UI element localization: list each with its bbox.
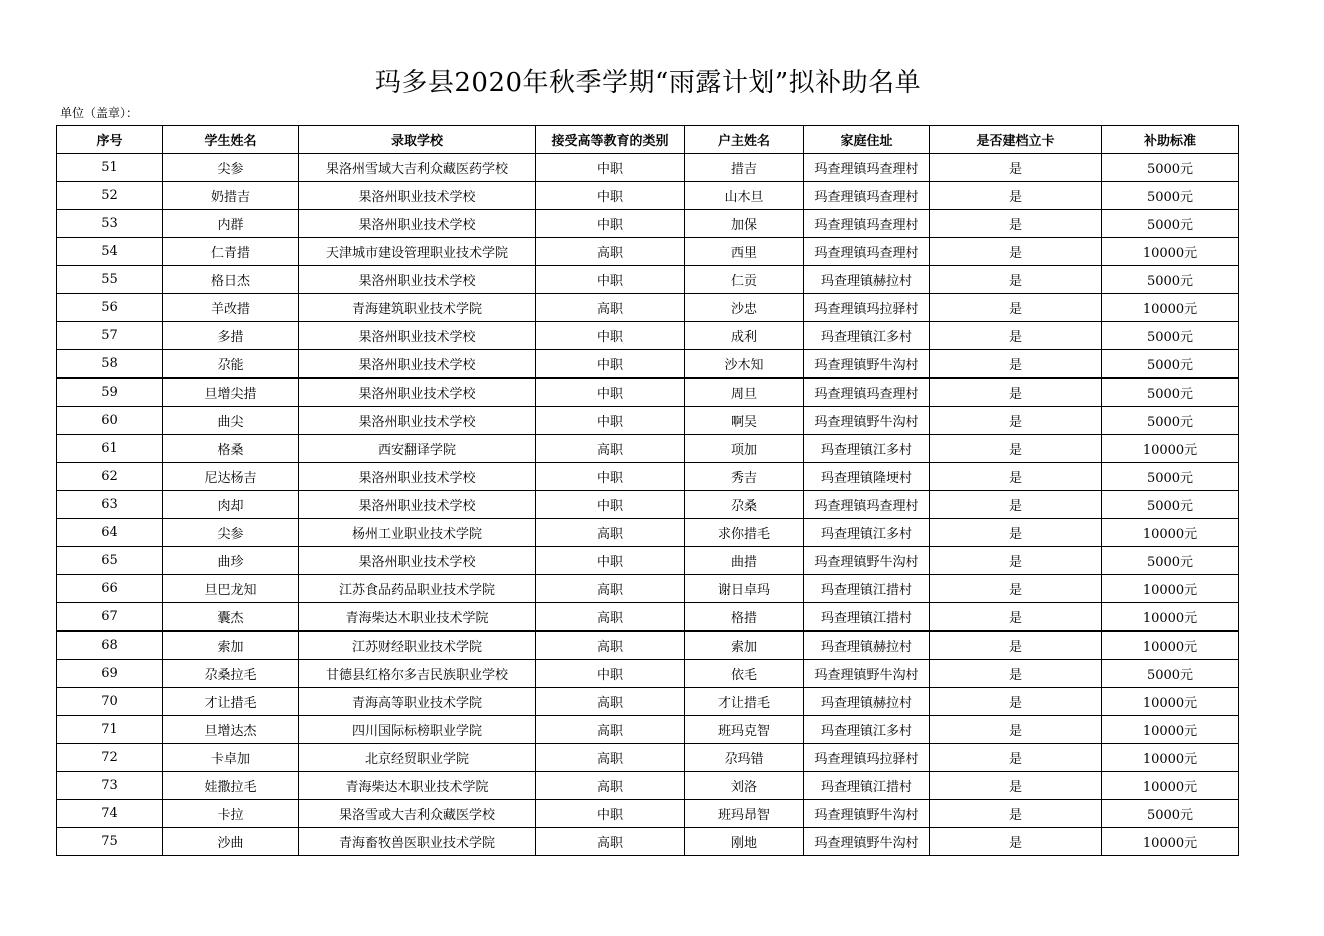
col-header-householder: 户主姓名 [685, 126, 804, 154]
table-row [57, 575, 1239, 603]
cell-student-name: 多措 [163, 322, 299, 350]
cell-registered: 是 [930, 491, 1102, 519]
table-row [57, 238, 1239, 266]
cell-student-name: 沙曲 [163, 828, 299, 856]
cell-index: 64 [57, 519, 163, 547]
cell-index: 71 [57, 716, 163, 744]
cell-address: 玛查理镇野牛沟村 [804, 407, 930, 435]
cell-education-type: 中职 [536, 463, 685, 491]
cell-index: 73 [57, 772, 163, 800]
cell-householder: 尕玛错 [685, 744, 804, 772]
cell-education-type: 高职 [536, 519, 685, 547]
cell-registered: 是 [930, 772, 1102, 800]
cell-address: 玛查理镇江措村 [804, 772, 930, 800]
cell-householder: 山木旦 [685, 182, 804, 210]
cell-householder: 成利 [685, 322, 804, 350]
cell-subsidy: 5000元 [1102, 322, 1239, 350]
cell-index: 65 [57, 547, 163, 575]
cell-student-name: 尕能 [163, 350, 299, 379]
cell-index: 75 [57, 828, 163, 856]
cell-student-name: 旦增尖措 [163, 378, 299, 407]
cell-subsidy: 5000元 [1102, 800, 1239, 828]
cell-householder: 周旦 [685, 378, 804, 407]
cell-education-type: 中职 [536, 491, 685, 519]
cell-education-type: 高职 [536, 238, 685, 266]
cell-address: 玛查理镇玛查理村 [804, 210, 930, 238]
cell-registered: 是 [930, 519, 1102, 547]
cell-education-type: 高职 [536, 575, 685, 603]
cell-student-name: 卡卓加 [163, 744, 299, 772]
cell-address: 玛查理镇玛拉驿村 [804, 294, 930, 322]
table-row [57, 547, 1239, 575]
table-row [57, 322, 1239, 350]
cell-subsidy: 5000元 [1102, 660, 1239, 688]
cell-school: 果洛州职业技术学校 [299, 350, 536, 379]
cell-index: 68 [57, 631, 163, 660]
cell-householder: 尕桑 [685, 491, 804, 519]
cell-householder: 班玛昂智 [685, 800, 804, 828]
cell-address: 玛查理镇江措村 [804, 603, 930, 632]
table-row [57, 800, 1239, 828]
cell-education-type: 中职 [536, 210, 685, 238]
cell-index: 52 [57, 182, 163, 210]
cell-index: 59 [57, 378, 163, 407]
cell-subsidy: 5000元 [1102, 491, 1239, 519]
cell-subsidy: 10000元 [1102, 575, 1239, 603]
table-row [57, 744, 1239, 772]
cell-householder: 沙木知 [685, 350, 804, 379]
cell-index: 60 [57, 407, 163, 435]
cell-householder: 加保 [685, 210, 804, 238]
unit-label: 单位（盖章）： [60, 106, 139, 120]
table-row [57, 688, 1239, 716]
page-title: 玛多县2020年秋季学期“雨露计划”拟补助名单 [374, 68, 922, 98]
table-row [57, 378, 1239, 407]
cell-education-type: 高职 [536, 772, 685, 800]
cell-subsidy: 10000元 [1102, 519, 1239, 547]
cell-index: 62 [57, 463, 163, 491]
cell-school: 果洛州职业技术学校 [299, 182, 536, 210]
cell-school: 西安翻译学院 [299, 435, 536, 463]
cell-registered: 是 [930, 800, 1102, 828]
cell-address: 玛查理镇江多村 [804, 716, 930, 744]
cell-school: 青海高等职业技术学院 [299, 688, 536, 716]
cell-education-type: 高职 [536, 828, 685, 856]
cell-education-type: 中职 [536, 660, 685, 688]
cell-student-name: 肉却 [163, 491, 299, 519]
cell-address: 玛查理镇赫拉村 [804, 688, 930, 716]
cell-address: 玛查理镇野牛沟村 [804, 828, 930, 856]
cell-registered: 是 [930, 294, 1102, 322]
cell-education-type: 高职 [536, 603, 685, 632]
cell-school: 青海建筑职业技术学院 [299, 294, 536, 322]
cell-address: 玛查理镇玛查理村 [804, 154, 930, 182]
cell-student-name: 尕桑拉毛 [163, 660, 299, 688]
cell-school: 江苏食品药品职业技术学院 [299, 575, 536, 603]
cell-student-name: 卡拉 [163, 800, 299, 828]
cell-householder: 格措 [685, 603, 804, 632]
cell-school: 杨州工业职业技术学院 [299, 519, 536, 547]
cell-address: 玛查理镇江措村 [804, 575, 930, 603]
table-row [57, 294, 1239, 322]
cell-index: 72 [57, 744, 163, 772]
cell-school: 天津城市建设管理职业技术学院 [299, 238, 536, 266]
cell-education-type: 中职 [536, 547, 685, 575]
col-header-school: 录取学校 [299, 126, 536, 154]
cell-householder: 索加 [685, 631, 804, 660]
cell-registered: 是 [930, 407, 1102, 435]
cell-subsidy: 5000元 [1102, 182, 1239, 210]
cell-education-type: 中职 [536, 154, 685, 182]
cell-school: 江苏财经职业技术学院 [299, 631, 536, 660]
cell-student-name: 曲尖 [163, 407, 299, 435]
col-header-registered: 是否建档立卡 [930, 126, 1102, 154]
cell-index: 53 [57, 210, 163, 238]
table-row [57, 210, 1239, 238]
cell-address: 玛查理镇玛查理村 [804, 238, 930, 266]
cell-student-name: 尖参 [163, 154, 299, 182]
cell-student-name: 索加 [163, 631, 299, 660]
cell-school: 果洛州职业技术学校 [299, 378, 536, 407]
cell-school: 果洛州职业技术学校 [299, 491, 536, 519]
cell-householder: 才让措毛 [685, 688, 804, 716]
cell-householder: 秀吉 [685, 463, 804, 491]
cell-address: 玛查理镇野牛沟村 [804, 800, 930, 828]
cell-subsidy: 10000元 [1102, 744, 1239, 772]
cell-householder: 曲措 [685, 547, 804, 575]
cell-subsidy: 10000元 [1102, 828, 1239, 856]
cell-subsidy: 10000元 [1102, 716, 1239, 744]
cell-householder: 仁贡 [685, 266, 804, 294]
cell-student-name: 内群 [163, 210, 299, 238]
cell-subsidy: 10000元 [1102, 435, 1239, 463]
cell-index: 70 [57, 688, 163, 716]
table-row [57, 350, 1239, 379]
cell-registered: 是 [930, 603, 1102, 632]
cell-householder: 谢日卓玛 [685, 575, 804, 603]
cell-subsidy: 5000元 [1102, 407, 1239, 435]
cell-school: 果洛州雪域大吉利众藏医药学校 [299, 154, 536, 182]
cell-subsidy: 5000元 [1102, 350, 1239, 379]
cell-index: 63 [57, 491, 163, 519]
table-row [57, 631, 1239, 660]
table-row [57, 716, 1239, 744]
cell-registered: 是 [930, 378, 1102, 407]
cell-student-name: 羊改措 [163, 294, 299, 322]
cell-householder: 沙忠 [685, 294, 804, 322]
cell-subsidy: 5000元 [1102, 463, 1239, 491]
cell-school: 甘德县红格尔多吉民族职业学校 [299, 660, 536, 688]
cell-subsidy: 5000元 [1102, 378, 1239, 407]
cell-registered: 是 [930, 744, 1102, 772]
cell-subsidy: 10000元 [1102, 772, 1239, 800]
cell-school: 果洛州职业技术学校 [299, 210, 536, 238]
cell-student-name: 旦巴龙知 [163, 575, 299, 603]
cell-index: 56 [57, 294, 163, 322]
cell-address: 玛查理镇江多村 [804, 435, 930, 463]
cell-school: 四川国际标榜职业学院 [299, 716, 536, 744]
cell-registered: 是 [930, 238, 1102, 266]
cell-student-name: 奶措吉 [163, 182, 299, 210]
cell-householder: 依毛 [685, 660, 804, 688]
table-row [57, 463, 1239, 491]
cell-index: 66 [57, 575, 163, 603]
cell-index: 74 [57, 800, 163, 828]
cell-education-type: 中职 [536, 182, 685, 210]
cell-subsidy: 10000元 [1102, 631, 1239, 660]
cell-address: 玛查理镇江多村 [804, 519, 930, 547]
cell-index: 55 [57, 266, 163, 294]
cell-education-type: 中职 [536, 800, 685, 828]
cell-student-name: 仁青措 [163, 238, 299, 266]
cell-registered: 是 [930, 154, 1102, 182]
cell-school: 果洛州职业技术学校 [299, 463, 536, 491]
cell-householder: 刚地 [685, 828, 804, 856]
cell-subsidy: 10000元 [1102, 603, 1239, 632]
table-header-row [57, 126, 1239, 154]
cell-school: 青海畜牧兽医职业技术学院 [299, 828, 536, 856]
cell-address: 玛查理镇玛查理村 [804, 378, 930, 407]
cell-address: 玛查理镇野牛沟村 [804, 350, 930, 379]
cell-registered: 是 [930, 660, 1102, 688]
cell-householder: 措吉 [685, 154, 804, 182]
cell-subsidy: 5000元 [1102, 210, 1239, 238]
cell-address: 玛查理镇野牛沟村 [804, 660, 930, 688]
table-row [57, 519, 1239, 547]
cell-student-name: 娃撒拉毛 [163, 772, 299, 800]
table-row [57, 772, 1239, 800]
table-row [57, 660, 1239, 688]
table-row [57, 154, 1239, 182]
cell-education-type: 中职 [536, 407, 685, 435]
col-header-index: 序号 [57, 126, 163, 154]
cell-address: 玛查理镇玛拉驿村 [804, 744, 930, 772]
table-row [57, 491, 1239, 519]
cell-index: 69 [57, 660, 163, 688]
cell-school: 果洛州职业技术学校 [299, 322, 536, 350]
table-row [57, 266, 1239, 294]
cell-education-type: 中职 [536, 378, 685, 407]
cell-index: 58 [57, 350, 163, 379]
cell-education-type: 高职 [536, 744, 685, 772]
cell-index: 51 [57, 154, 163, 182]
col-header-subsidy: 补助标准 [1102, 126, 1239, 154]
col-header-education-type: 接受高等教育的类别 [536, 126, 685, 154]
cell-registered: 是 [930, 266, 1102, 294]
cell-education-type: 高职 [536, 688, 685, 716]
table-row [57, 182, 1239, 210]
cell-subsidy: 10000元 [1102, 238, 1239, 266]
cell-registered: 是 [930, 547, 1102, 575]
cell-subsidy: 5000元 [1102, 547, 1239, 575]
cell-school: 果洛州职业技术学校 [299, 266, 536, 294]
cell-registered: 是 [930, 210, 1102, 238]
cell-school: 青海柴达木职业技术学院 [299, 603, 536, 632]
cell-address: 玛查理镇江多村 [804, 322, 930, 350]
cell-student-name: 才让措毛 [163, 688, 299, 716]
cell-registered: 是 [930, 688, 1102, 716]
cell-student-name: 曲珍 [163, 547, 299, 575]
cell-registered: 是 [930, 716, 1102, 744]
cell-student-name: 囊杰 [163, 603, 299, 632]
cell-school: 青海柴达木职业技术学院 [299, 772, 536, 800]
cell-school: 北京经贸职业学院 [299, 744, 536, 772]
cell-address: 玛查理镇赫拉村 [804, 631, 930, 660]
cell-householder: 项加 [685, 435, 804, 463]
cell-registered: 是 [930, 322, 1102, 350]
cell-student-name: 格日杰 [163, 266, 299, 294]
cell-student-name: 旦增达杰 [163, 716, 299, 744]
cell-registered: 是 [930, 463, 1102, 491]
cell-education-type: 高职 [536, 716, 685, 744]
cell-student-name: 格桑 [163, 435, 299, 463]
cell-address: 玛查理镇赫拉村 [804, 266, 930, 294]
cell-index: 67 [57, 603, 163, 632]
cell-registered: 是 [930, 828, 1102, 856]
cell-subsidy: 10000元 [1102, 294, 1239, 322]
cell-registered: 是 [930, 350, 1102, 379]
cell-education-type: 高职 [536, 631, 685, 660]
cell-registered: 是 [930, 631, 1102, 660]
cell-education-type: 中职 [536, 350, 685, 379]
col-header-student-name: 学生姓名 [163, 126, 299, 154]
table-row [57, 603, 1239, 632]
cell-subsidy: 10000元 [1102, 688, 1239, 716]
cell-school: 果洛州职业技术学校 [299, 547, 536, 575]
cell-school: 果洛雪或大吉利众藏医学校 [299, 800, 536, 828]
cell-education-type: 中职 [536, 266, 685, 294]
cell-student-name: 尼达杨吉 [163, 463, 299, 491]
cell-address: 玛查理镇野牛沟村 [804, 547, 930, 575]
cell-registered: 是 [930, 435, 1102, 463]
cell-index: 57 [57, 322, 163, 350]
table-row [57, 828, 1239, 856]
cell-address: 玛查理镇玛查理村 [804, 491, 930, 519]
cell-householder: 求你措毛 [685, 519, 804, 547]
cell-householder: 班玛克智 [685, 716, 804, 744]
cell-householder: 刘洛 [685, 772, 804, 800]
cell-subsidy: 5000元 [1102, 266, 1239, 294]
cell-student-name: 尖参 [163, 519, 299, 547]
cell-address: 玛查理镇玛查理村 [804, 182, 930, 210]
cell-index: 54 [57, 238, 163, 266]
cell-education-type: 中职 [536, 322, 685, 350]
cell-education-type: 高职 [536, 294, 685, 322]
cell-registered: 是 [930, 182, 1102, 210]
cell-index: 61 [57, 435, 163, 463]
table-row [57, 407, 1239, 435]
col-header-address: 家庭住址 [804, 126, 930, 154]
cell-address: 玛查理镇隆埂村 [804, 463, 930, 491]
cell-householder: 西里 [685, 238, 804, 266]
subsidy-table [56, 125, 1239, 856]
cell-subsidy: 5000元 [1102, 154, 1239, 182]
table-row [57, 435, 1239, 463]
cell-school: 果洛州职业技术学校 [299, 407, 536, 435]
cell-registered: 是 [930, 575, 1102, 603]
cell-education-type: 高职 [536, 435, 685, 463]
cell-householder: 啊吴 [685, 407, 804, 435]
